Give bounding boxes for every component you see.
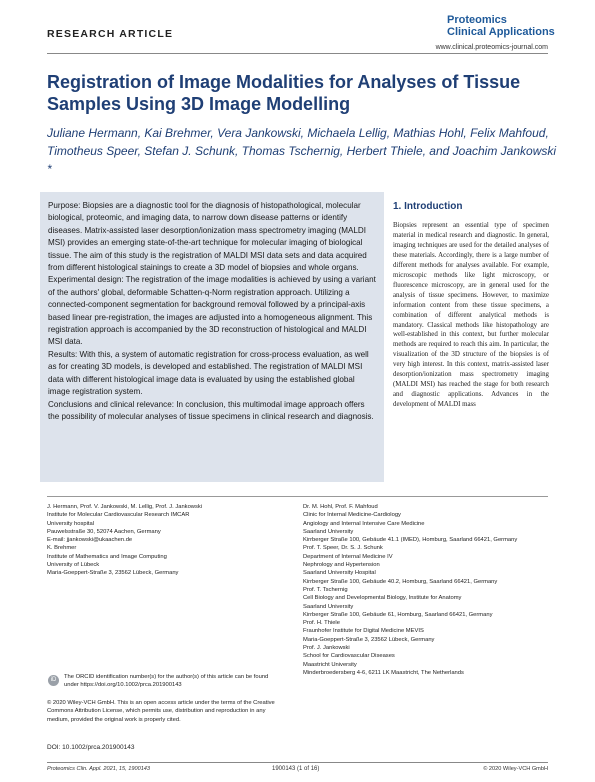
affiliation-line: Minderbroedersberg 4-6, 6211 LK Maastricht, The Netherlands — [303, 669, 464, 676]
affiliation-line: Prof. T. Tschernig — [303, 586, 348, 593]
affiliation-line: Saarland University — [303, 603, 354, 610]
header-divider — [47, 53, 548, 54]
journal-url-link[interactable]: www.clinical.proteomics-journal.com — [435, 44, 548, 51]
affiliation-line: Pauwelsstraße 30, 52074 Aachen, Germany — [47, 528, 161, 535]
license-note: © 2020 Wiley-VCH GmbH. This is an open access article under the terms of the Creative Commons Attribution License, which permits use, distribution and reproduction in any medium, provided the original work is properly cited. — [47, 700, 275, 723]
affiliation-line: Clinic for Internal Medicine-Cardiology — [303, 512, 401, 519]
affiliation-line: Institute of Mathematics and Image Computing — [47, 553, 167, 560]
affiliation-line: Cell Biology and Developmental Biology, Institute for Anatomy — [303, 595, 462, 602]
abstract-conclusions: Conclusions and clinical relevance: In conclusion, this multimodal image approach offers the possibility of molecular analyses of tissue specimens in clinical research and diagnosis. — [48, 399, 374, 421]
affiliation-line: Institute for Molecular Cardiovascular Research IMCAR — [47, 512, 190, 519]
journal-logo-line1: Proteomics — [447, 14, 507, 26]
introduction-text — [393, 221, 549, 410]
affiliation-line: Saarland University — [303, 528, 354, 535]
affiliation-line: Saarland University Hospital — [303, 570, 376, 577]
footer-page-number: 1900143 (1 of 16) — [272, 766, 320, 772]
affiliation-line: Maria-Goeppert-Straße 3, 23562 Lübeck, Germany — [47, 570, 179, 577]
affiliation-line: Prof. J. Jankowski — [303, 645, 350, 652]
orcid-note[interactable]: The ORCID identification number(s) for the author(s) of this article can be found under https://doi.org/10.1002/prca.201900143 — [64, 674, 269, 689]
doi-link[interactable]: DOI: 10.1002/prca.201900143 — [47, 744, 135, 751]
affiliation-line: Kirrberger Straße 100, Gebäude 61, Homburg, Saarland 66421, Germany — [303, 611, 493, 618]
affiliations-left — [47, 503, 277, 578]
journal-logo-line2: Clinical Applications — [447, 26, 555, 38]
abstract-design: Experimental design: The registration of the image modalities is achieved by using a variant of the authors' global, deformable Schatten-q-Norm registration approach. Utilizing a connected-component segmentation for background removal followed by a principal-axis based linear pre-registration, the images are adjusted into a homogeneous alignment. This registration approach is accompanied by the 3D reconstruction of histological and MALDI MSI data. — [48, 275, 376, 347]
affiliation-email-link[interactable]: E-mail: jjankowski@ukaachen.de — [47, 537, 133, 544]
affiliation-line: University of Lübeck — [47, 562, 100, 569]
affiliation-line: Department of Internal Medicine IV — [303, 553, 393, 560]
affiliation-line: Prof. T. Speer, Dr. S. J. Schunk — [303, 545, 383, 552]
affiliation-line: J. Hermann, Prof. V. Jankowski, M. Lellig, Prof. J. Jankowski — [47, 504, 203, 510]
journal-logo[interactable] — [447, 14, 555, 38]
footer-divider — [47, 762, 548, 763]
affiliation-line: Angiology and Internal Intensive Care Medicine — [303, 520, 425, 527]
affiliation-line: Nephrology and Hypertension — [303, 562, 380, 569]
author-list: Juliane Hermann, Kai Brehmer, Vera Jankowski, Michaela Lellig, Mathias Hohl, Felix Mahfoud, Timotheus Speer, Stefan J. Schunk, Thomas Tschernig, Herbert Thiele, and Joachim Jankowski * — [47, 126, 557, 176]
affiliation-line: Maria-Goeppert-Straße 3, 23562 Lübeck, Germany — [303, 636, 435, 643]
affiliation-line: Fraunhofer Institute for Digital Medicine MEVIS — [303, 628, 424, 635]
footer-copyright: © 2020 Wiley-VCH GmbH — [483, 766, 548, 772]
article-type-label: RESEARCH ARTICLE — [47, 28, 174, 40]
affiliation-line: University hospital — [47, 520, 95, 527]
affiliation-line: Dr. M. Hohl, Prof. F. Mahfoud — [303, 504, 378, 510]
affiliation-line: Kirrberger Straße 100, Gebäude 40.2, Homburg, Saarland 66421, Germany — [303, 578, 498, 585]
orcid-icon[interactable]: iD — [48, 675, 59, 686]
affiliation-divider — [47, 496, 548, 497]
affiliation-line: Prof. H. Thiele — [303, 620, 340, 627]
affiliation-line: K. Brehmer — [47, 545, 77, 552]
introduction-heading: 1. Introduction — [393, 201, 463, 212]
abstract — [48, 200, 378, 423]
abstract-purpose: Purpose: Biopsies are a diagnostic tool for the diagnosis of histopathological, molecular biological, proteomic, and imaging data, to narrow down disease patterns or identify diseases. Matrix-assisted laser desorption/ionization mass spectrometry imaging (MALDI MSI) provides an emerging state-of-the-art technique for molecular imaging of biological tissue. The aim of this study is the registration of MALDI MSI data sets and data acquired from different histological stainings to create a 3D model of biopsies and whole organs. — [48, 201, 367, 273]
article-title: Registration of Image Modalities for Analyses of Tissue Samples Using 3D Image Modelling — [47, 72, 521, 114]
affiliation-line: School for Cardiovascular Diseases — [303, 653, 395, 660]
footer-citation: Proteomics Clin. Appl. 2021, 15, 1900143 — [47, 766, 151, 772]
introduction-paragraph: Biopsies represent an essential type of specimen material in medical research and diagnostic. In general, imaging techniques are used for the detailed analyses of these materials. Accordingly, there is a large number of different methods for analyses available. For example, microscopic methods like light microscopy, or fluorescence microscopy, are in general used for the analysis of tissue specimens. However, to maximize information content from these tissue specimens, a combination of different analytical methods is mandatory. Classical methods like histopathology are well-established in this context, but further molecular methods are required to reach this aim. In particular, the visualization of the 3D structure of the biopsies is of very high interest. In this context, matrix-assisted laser desorption/ionization mass spectrometry imaging (MALDI MSI) has reached the stage for both research and diagnostic applications. Advances in the development of MALDI mass — [393, 222, 549, 409]
affiliations-right — [303, 503, 543, 677]
affiliation-line: Kirrberger Straße 100, Gebäude 41.1 (IMED), Homburg, Saarland 66421, Germany — [303, 537, 518, 544]
affiliation-line: Maastricht University — [303, 661, 357, 668]
abstract-results: Results: With this, a system of automatic registration for cross-process evaluation, as well as for creating 3D models, is developed and established. The registration of MALDI MSI data with different histological image data is evaluated by using the established global image registration system. — [48, 349, 369, 397]
